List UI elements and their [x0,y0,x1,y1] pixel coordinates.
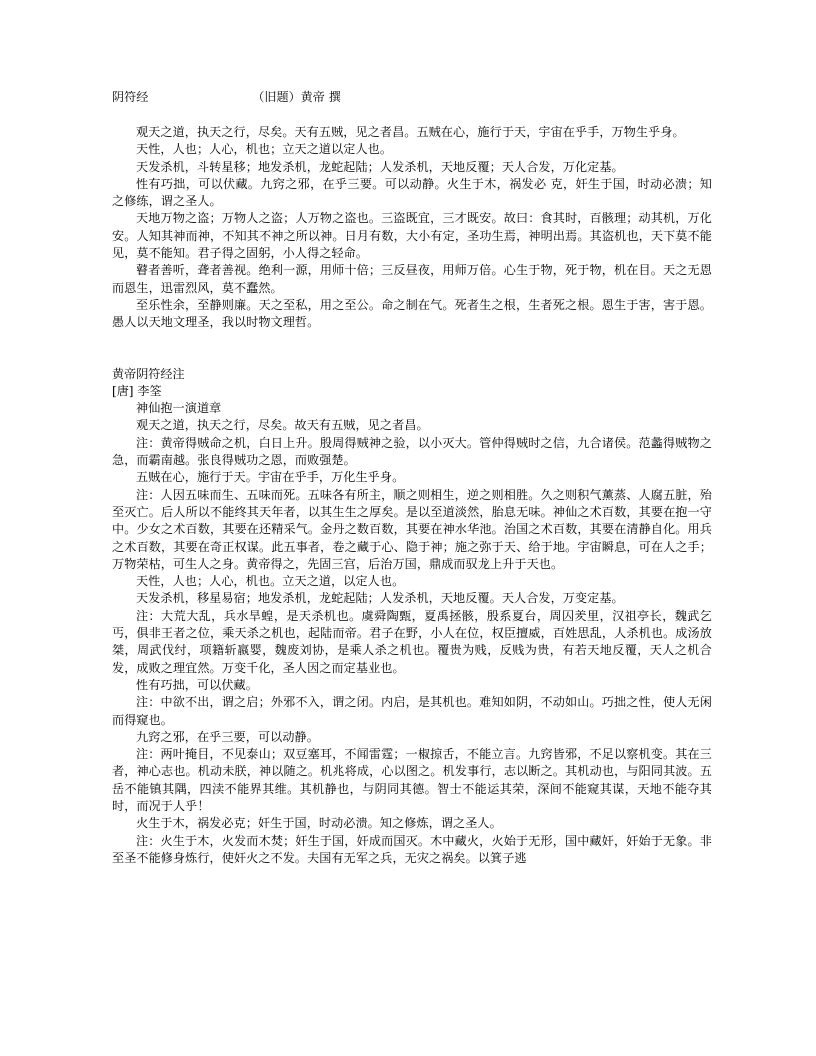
document-title: 阴符经 [112,90,149,104]
classic-paragraph: 至乐性余，至静则廉。天之至私，用之至公。命之制在气。死者生之根，生者死之根。恩生于害，害于恩。愚人以天地文理圣，我以时物文理哲。 [112,297,712,330]
classic-paragraph: 天性，人也；人心，机也；立天之道以定人也。 [136,142,393,157]
classic-paragraph: 瞽者善听，聋者善视。绝利一源，用师十倍；三反昼夜，用师万倍。心生于物，死于物，机在目。天之无恩而恩生，迅雷烈风，莫不蠢然。 [112,263,712,295]
classic-paragraph: 性有巧拙，可以伏藏。九窍之邪，在乎三要。可以动静。火生于木，祸发必 克，奸生于国，时动必溃；知之修练，谓之圣人。 [112,176,712,209]
document-attribution: （旧题）黄帝 撰 [252,90,341,104]
commentary-block: 观天之道，执天之行，尽矣。故天有五贼，见之者昌。 [136,418,429,433]
commentary-title: 黄帝阴符经注 [112,366,185,381]
classic-paragraph: 观天之道，执天之行，尽矣。天有五贼，见之者昌。五贼在心，施行于天，宇宙在乎手，万物生乎身。 [136,125,685,139]
commentary-block: 火生于木，祸发必克；奸生于国，时动必溃。知之修炼，谓之圣人。 [136,816,502,831]
classic-paragraph: 天发杀机，斗转星移；地发杀机，龙蛇起陆；人发杀机，天地反覆；天人合发，万化定基。 [136,159,624,174]
document-content [112,88,712,867]
commentary-block: 九窍之邪，在乎三要，可以动静。 [136,729,319,744]
commentary-block: 注：中欲不出，谓之启；外邪不入，谓之闭。内启，是其机也。难知如阴，不动如山。巧拙之性，使人无闲而得窥也。 [112,695,712,727]
commentary-block: 天发杀机，移星易宿；地发杀机，龙蛇起陆；人发杀机，天地反覆。天人合发，万变定基。 [136,591,624,606]
commentary-block: 注：人因五味而生、五味而死。五味各有所主，顺之则相生，逆之则相胜。久之则积气薰蒸、人腐五脏，殆至灭亡。后人所以不能终其天年者，以其生生之厚矣。是以至道淡然，胎息无味。神仙之术百数，其要在抱一守中。少女之术百数，其要在还精采气。金丹之数百数，其要在神水华池。治国之术百数，其要在清静自化。用兵之术百数，其要在奇正权谋。此五事者，卷之藏于心、隐于神；施之弥于天、给于地。宇宙瞬息，可在人之手；万物荣枯，可生人之身。黄帝得之，先固三宫，后治万国，鼎成而驭龙上升于天也。 [112,487,712,571]
commentary-block: 注：黄帝得贼命之机，白日上升。殷周得贼神之验，以小灭大。管仲得贼时之信，九合诸侯。范蠡得贼物之急，而霸南越。张良得贼功之恩，而败强楚。 [112,435,712,468]
commentary-author: [唐] 李筌 [112,383,162,398]
commentary-block: 注：两叶掩目，不见泰山；双豆塞耳，不闻雷霆；一椒掠舌，不能立言。九窍皆邪，不足以察机变。其在三者，神心志也。机动未朕，神以随之。机兆将成，心以图之。机发事行，志以断之。其机动也，与阳同其波。五岳不能镇其隅，四渎不能界其维。其机静也，与阴同其德。智士不能运其荣，深间不能窥其谋，天地不能夺其时，而况于人乎！ [112,747,712,813]
commentary-chapter: 神仙抱一演道章 [136,401,222,416]
commentary-block: 性有巧拙，可以伏藏。 [136,677,258,692]
commentary-block: 五贼在心，施行于天。宇宙在乎手，万化生乎身。 [136,470,405,485]
document-header [112,88,712,106]
classic-paragraph: 天地万物之盗；万物人之盗；人万物之盗也。三盗既宜，三才既安。故曰：食其时，百骸理；动其机，万化安。人知其神而神，不知其不神之所以神。日月有数，大小有定，圣功生焉，神明出焉。其盗机也，天下莫不能见，莫不能知。君子得之固躬，小人得之轻命。 [112,211,712,261]
section-gap [112,332,712,366]
commentary-block: 天性，人也；人心，机也。立天之道，以定人也。 [136,574,405,589]
commentary-block: 注：大荒大乱，兵水旱蝗，是天杀机也。虞舜陶甄，夏禹拯骸，殷系夏台，周囚羑里，汉祖亭长，魏武乞丐，俱非王者之位，乘天杀之机也，起陆而帝。君子在野，小人在位，权臣擅威，百姓思乱，人杀机也。成汤放桀，周武伐纣，项籍斩嬴婴，魏废刘协，是乘人杀之机也。覆贵为贱，反贱为贵，有若天地反覆，天人之机合发，成败之理宜然。万变千化，圣人因之而定基业也。 [112,608,712,675]
commentary-block: 注：火生于木，火发而木焚；奸生于国，奸成而国灭。木中藏火，火始于无形，国中藏奸，奸始于无象。非至圣不能修身炼行，使奸火之不发。夫国有无军之兵，无灾之祸矣。以箕子逃 [112,833,712,865]
